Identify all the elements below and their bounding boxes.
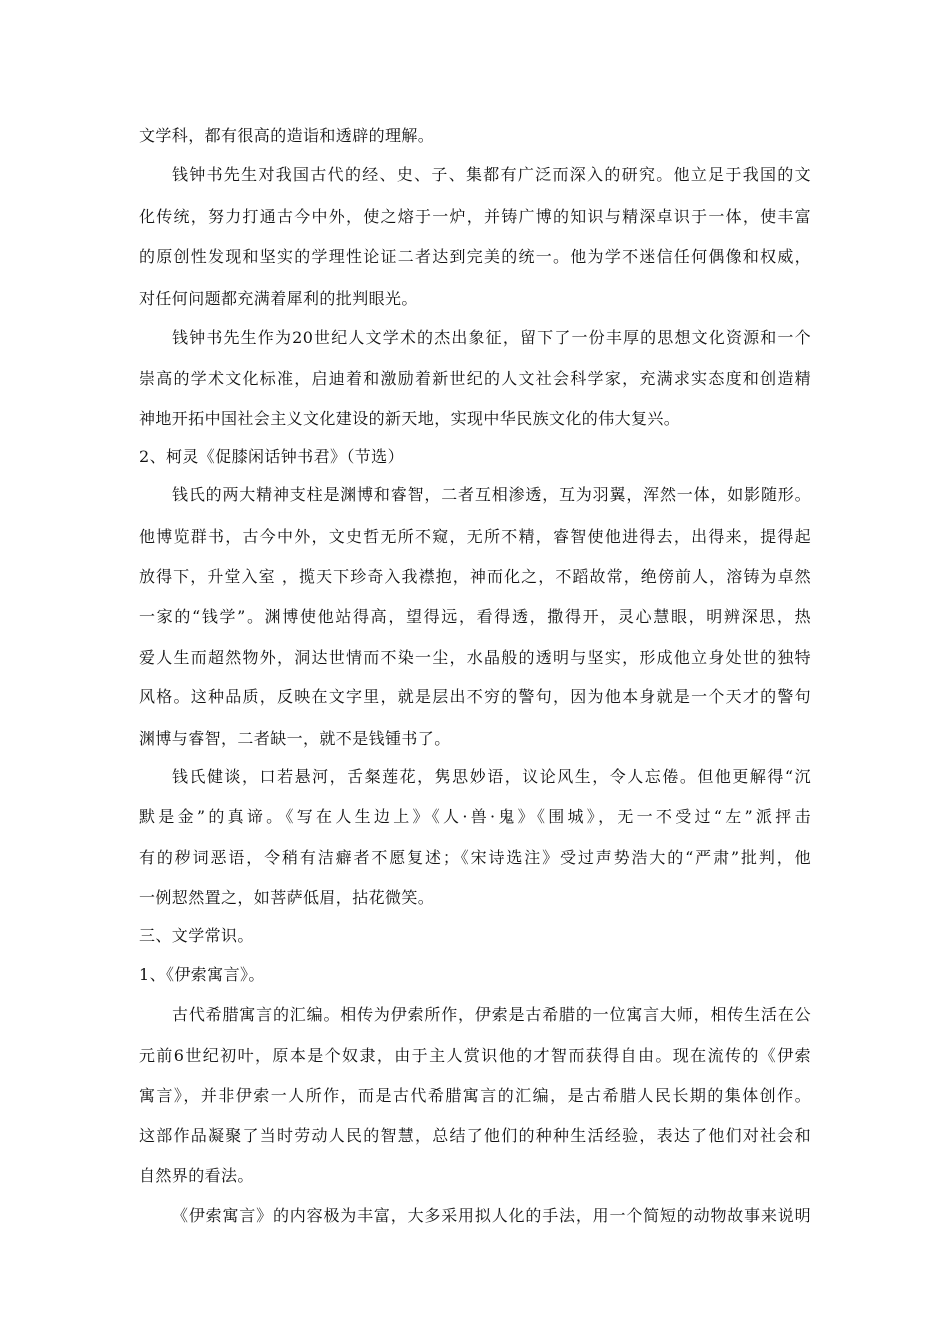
paragraph-line: 化传统，努力打通古今中外，使之熔于一炉，并铸广博的知识与精深卓识于一体，使丰富	[139, 207, 811, 226]
paragraph-line: 《伊索寓言》的内容极为丰富，大多采用拟人化的手法，用一个简短的动物故事来说明	[172, 1206, 811, 1225]
paragraph-line: 这部作品凝聚了当时劳动人民的智慧，总结了他们的种种生活经验，表达了他们对社会和	[139, 1126, 811, 1145]
paragraph-line: 一例恝然置之，如菩萨低眉，拈花微笑。	[139, 888, 435, 907]
paragraph-line: 放得下，升堂入室 ，揽天下珍奇入我襟抱，神而化之，不蹈故常，绝傍前人，溶铸为卓然	[139, 567, 811, 586]
paragraph-line: 有的秽词恶语，令稍有洁癖者不愿复述；《宋诗选注》受过声势浩大的“严肃”批判，他	[139, 848, 811, 867]
section-heading: 三、文学常识。	[139, 926, 254, 945]
paragraph-line: 风格。这种品质，反映在文字里，就是层出不穷的警句，因为他本身就是一个天才的警句	[139, 687, 811, 706]
paragraph-line: 默是金”的真谛。《写在人生边上》《人·兽·鬼》《围城》，无一不受过“左”派抨击	[139, 807, 811, 826]
text-line: 文学科，都有很高的造诣和透辟的理解。	[139, 126, 435, 145]
paragraph-line: 钱钟书先生对我国古代的经、史、子、集都有广泛而深入的研究。他立足于我国的文	[172, 165, 811, 184]
paragraph-line: 神地开拓中国社会主义文化建设的新天地，实现中华民族文化的伟大复兴。	[139, 409, 681, 428]
paragraph-line: 寓言》，并非伊索一人所作，而是古代希腊寓言的汇编，是古希腊人民长期的集体创作。	[139, 1086, 811, 1105]
paragraph-line: 的原创性发现和坚实的学理性论证二者达到完美的统一。他为学不迷信任何偶像和权威，	[139, 247, 811, 266]
paragraph-line: 元前6世纪初叶，原本是个奴隶，由于主人赏识他的才智而获得自由。现在流传的《伊索	[139, 1046, 811, 1065]
paragraph-line: 古代希腊寓言的汇编。相传为伊索所作，伊索是古希腊的一位寓言大师，相传生活在公	[172, 1005, 811, 1024]
paragraph-line: 一家的“钱学”。渊博使他站得高，望得远，看得透，撒得开，灵心慧眼，明辨深思，热	[139, 607, 811, 626]
paragraph-line: 爱人生而超然物外，洞达世情而不染一尘，水晶般的透明与坚实，形成他立身处世的独特	[139, 648, 811, 667]
paragraph-line: 钱氏的两大精神支柱是渊博和睿智，二者互相渗透，互为羽翼，浑然一体，如影随形。	[172, 485, 811, 504]
paragraph-line: 自然界的看法。	[139, 1166, 254, 1185]
paragraph-line: 崇高的学术文化标准，启迪着和激励着新世纪的人文社会科学家，充满求实态度和创造精	[139, 369, 811, 388]
paragraph-line: 钱钟书先生作为20世纪人文学术的杰出象征，留下了一份丰厚的思想文化资源和一个	[172, 328, 811, 347]
paragraph-line: 他博览群书，古今中外，文史哲无所不窥，无所不精，睿智使他进得去，出得来，提得起	[139, 527, 811, 546]
paragraph-line: 渊博与睿智，二者缺一，就不是钱锺书了。	[139, 729, 451, 748]
subsection-heading: 1、《伊索寓言》。	[139, 965, 265, 984]
paragraph-line: 对任何问题都充满着犀利的批判眼光。	[139, 289, 418, 308]
section-heading: 2、柯灵《促膝闲话钟书君》（节选）	[139, 447, 404, 466]
paragraph-line: 钱氏健谈，口若悬河，舌粲莲花，隽思妙语，议论风生，令人忘倦。但他更解得“沉	[172, 767, 811, 786]
